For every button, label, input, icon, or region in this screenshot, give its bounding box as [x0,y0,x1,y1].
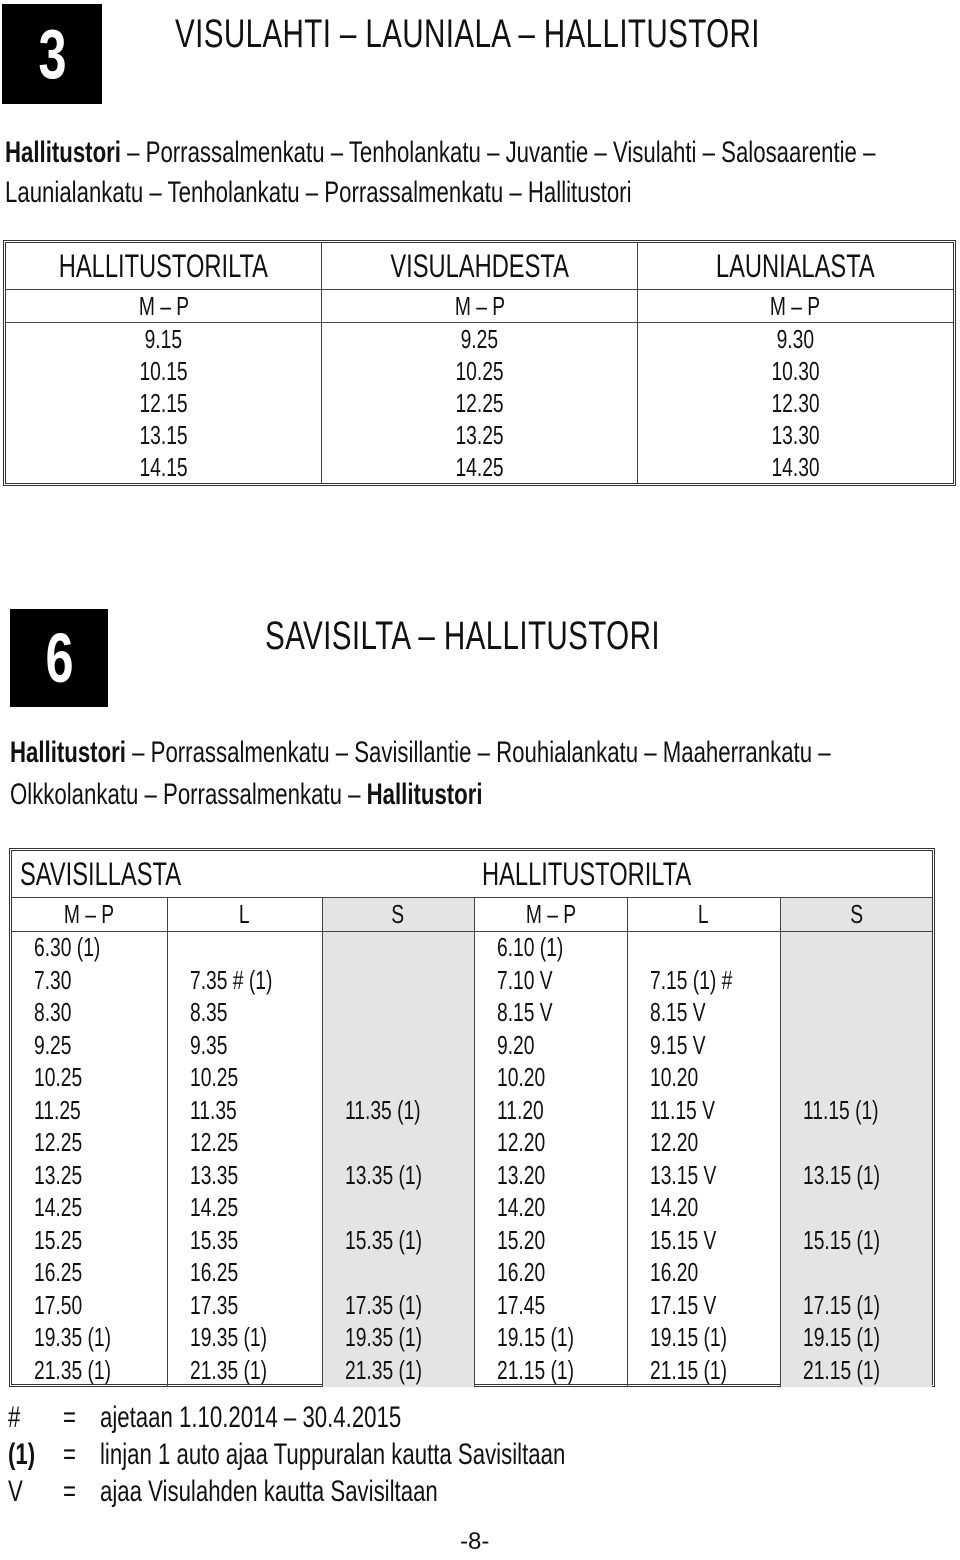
time-cell: 12.20 [627,1127,780,1160]
day-subheader: M – P [6,290,322,323]
time-cell [322,1127,474,1160]
time-cell: 13.20 [474,1159,627,1192]
time-cell: 19.35 (1) [167,1322,322,1355]
day-subheader: M – P [12,898,167,932]
time-cell: 7.35 # (1) [167,964,322,997]
time-cell: 14.20 [627,1192,780,1225]
day-subheader: S [322,898,474,932]
time-cell: 9.15 [6,323,322,356]
time-cell: 12.15 [6,387,322,419]
time-cell [780,997,932,1030]
table-row [12,964,932,997]
time-cell [780,1127,932,1160]
route-number-badge: 6 [10,609,108,707]
day-subheader: M – P [322,290,638,323]
time-cell: 15.15 V [627,1224,780,1257]
column-header: HALLITUSTORILTA [6,243,322,290]
time-cell: 16.20 [627,1257,780,1290]
time-cell [167,931,322,964]
time-cell: 17.35 [167,1289,322,1322]
time-cell: 9.25 [12,1029,167,1062]
time-cell: 7.15 (1) # [627,964,780,997]
table-row [12,1354,932,1387]
time-cell: 15.25 [12,1224,167,1257]
time-cell: 14.25 [167,1192,322,1225]
time-cell [780,1192,932,1225]
time-cell: 11.35 [167,1094,322,1127]
time-cell: 12.25 [167,1127,322,1160]
time-cell: 17.50 [12,1289,167,1322]
time-cell: 9.15 V [627,1029,780,1062]
time-cell: 21.15 (1) [627,1354,780,1387]
day-subheader: M – P [474,898,627,932]
time-cell [322,1192,474,1225]
time-cell: 11.15 (1) [780,1094,932,1127]
time-cell: 7.10 V [474,964,627,997]
time-cell: 10.25 [167,1062,322,1095]
time-cell: 12.20 [474,1127,627,1160]
table-row [12,1029,932,1062]
time-cell [322,931,474,964]
time-cell [322,1257,474,1290]
time-cell: 8.15 V [474,997,627,1030]
column-header: SAVISILLASTA [12,851,474,898]
time-cell: 13.15 [6,419,322,451]
table-row [12,1062,932,1095]
time-cell: 9.20 [474,1029,627,1062]
time-cell: 14.30 [771,451,820,482]
time-cell: 19.15 (1) [780,1322,932,1355]
time-cell: 15.35 (1) [322,1224,474,1257]
time-cell: 17.15 V [627,1289,780,1322]
time-cell [322,1062,474,1095]
time-cell: 12.25 [12,1127,167,1160]
time-cell: 16.25 [12,1257,167,1290]
time-cell: 14.25 [322,451,638,483]
time-cell: 21.35 (1) [167,1354,322,1387]
time-cell: 16.20 [474,1257,627,1290]
day-subheader: L [627,898,780,932]
time-cell: 17.15 (1) [780,1289,932,1322]
time-cell [627,931,780,964]
time-cell: 10.20 [627,1062,780,1095]
time-cell [322,1029,474,1062]
time-cell: 12.25 [322,387,638,419]
table-row [12,1127,932,1160]
time-cell [322,997,474,1030]
time-cell [780,964,932,997]
time-cell: 13.15 V [627,1159,780,1192]
time-cell: 10.20 [474,1062,627,1095]
time-cell [780,1062,932,1095]
column-header: HALLITUSTORILTA [474,851,932,898]
route-description-line2: Launialankatu – Tenholankatu – Porrassalmenkatu – Hallitustori [5,176,632,209]
time-cell: 17.35 (1) [322,1289,474,1322]
time-cell: 15.15 (1) [780,1224,932,1257]
time-cell: 19.35 (1) [322,1322,474,1355]
time-cell: 19.35 (1) [12,1322,167,1355]
route-description-line2: Olkkolankatu – Porrassalmenkatu – Hallitustori [10,778,483,811]
time-cell: 9.25 [322,323,638,356]
day-subheader: M – P [637,290,953,323]
time-cell: 19.15 (1) [627,1322,780,1355]
time-cell: 14.25 [12,1192,167,1225]
time-cell: 13.25 [322,419,638,451]
route-description-line1: Hallitustori – Porrassalmenkatu – Tenholankatu – Juvantie – Visulahti – Salosaarentie – [5,136,876,169]
time-cell: 6.10 (1) [474,931,627,964]
time-cell: 14.20 [474,1192,627,1225]
time-cell: 13.15 (1) [780,1159,932,1192]
day-subheader: S [780,898,932,932]
table-row [12,1322,932,1355]
time-cell [322,964,474,997]
time-cell: 14.15 [6,451,322,483]
table-row [12,1192,932,1225]
table-row [12,1224,932,1257]
time-cell: 12.30 [771,387,820,418]
time-cell: 9.35 [167,1029,322,1062]
table-row [12,931,932,964]
time-cell: 11.20 [474,1094,627,1127]
time-cell [780,1029,932,1062]
route-title: VISULAHTI – LAUNIALA – HALLITUSTORI [175,12,760,56]
time-cell: 21.15 (1) [780,1354,932,1387]
time-cell: 8.35 [167,997,322,1030]
table-row [12,1159,932,1192]
time-cell: 16.25 [167,1257,322,1290]
time-cell: 10.25 [12,1062,167,1095]
time-cell [780,931,932,964]
time-cell: 21.35 (1) [12,1354,167,1387]
time-cell: 21.35 (1) [322,1354,474,1387]
time-cell: 19.15 (1) [474,1322,627,1355]
time-cell: 8.30 [12,997,167,1030]
time-cell: 10.30 [771,355,820,386]
time-cell: 15.20 [474,1224,627,1257]
time-cell: 11.15 V [627,1094,780,1127]
time-cell: 11.25 [12,1094,167,1127]
time-cell: 8.15 V [627,997,780,1030]
time-cell: 10.25 [322,355,638,387]
time-cell: 6.30 (1) [12,931,167,964]
time-cell: 7.30 [12,964,167,997]
table-row [12,1257,932,1290]
time-cell: 17.45 [474,1289,627,1322]
column-header: LAUNIALASTA [637,243,953,290]
time-cell: 11.35 (1) [322,1094,474,1127]
table-row [12,997,932,1030]
time-cell: 13.35 [167,1159,322,1192]
route-number-badge: 3 [2,4,102,104]
time-cell: 10.15 [6,355,322,387]
time-cell: 13.25 [12,1159,167,1192]
timetable-route-6 [9,848,935,1387]
page-number: -8- [460,1528,490,1555]
time-cell: 9.30 [776,323,815,354]
time-cell: 21.15 (1) [474,1354,627,1387]
time-cell [780,1257,932,1290]
column-header: VISULAHDESTA [322,243,638,290]
day-subheader: L [167,898,322,932]
route-description-line1: Hallitustori – Porrassalmenkatu – Savisillantie – Rouhialankatu – Maaherrankatu – [10,736,831,769]
table-row [12,1094,932,1127]
timetable-route-3 [3,240,956,486]
table-row [12,1289,932,1322]
time-cell: 15.35 [167,1224,322,1257]
time-cell: 13.35 (1) [322,1159,474,1192]
route-title: SAVISILTA – HALLITUSTORI [265,614,660,658]
time-cell: 13.30 [771,419,820,450]
